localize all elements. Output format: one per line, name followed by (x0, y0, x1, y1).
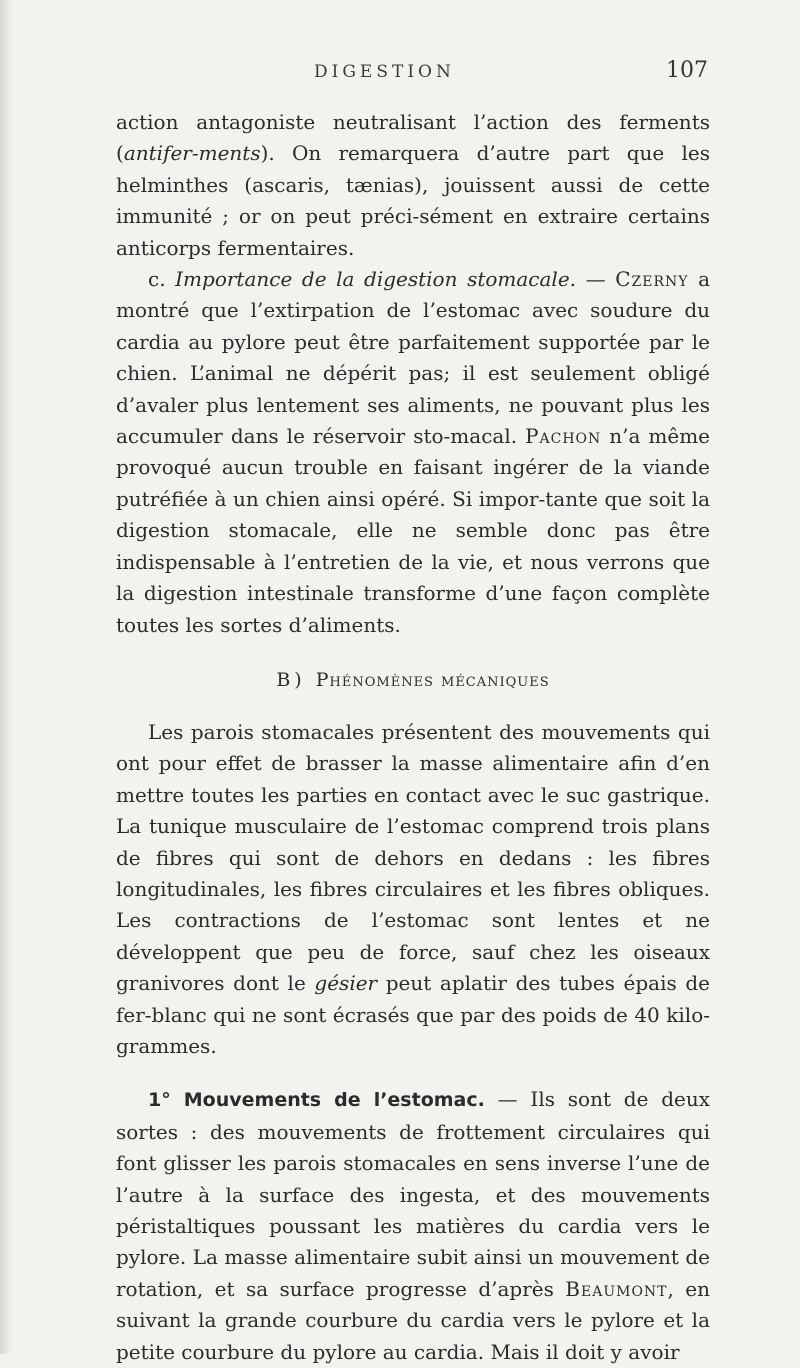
author-name: Czerny (615, 267, 689, 292)
section-label: B) (276, 668, 306, 691)
text-run: peut aplatir des tubes épais de fer-blanc qui ne sont écrasés que par des poids de 40 kilo-grammes. (116, 971, 711, 1058)
text-run: — Ils sont de deux sortes : des mouvements de frottement circulaires qui font glisser les parois stomacales en sens inverse l’une de l’autre à la surface des ingesta, et des mouvements péristaltiques poussant les matières du cardia vers le pylore. La masse alimentaire subit ainsi un mouvement de rotation, et sa surface progresse d’après (116, 1087, 710, 1301)
section-title: Phénomènes mécaniques (315, 668, 550, 691)
author-name: Beaumont (565, 1276, 668, 1301)
page-header (314, 58, 708, 88)
text-run: action antagoniste neutralisant l’action des ferments ( (116, 110, 710, 166)
bold-heading: 1° Mouvements de l’estomac. (148, 1089, 485, 1112)
italic-term: gésier (314, 971, 378, 996)
italic-term: antifer-ments (123, 141, 261, 166)
paragraph-importance (116, 264, 710, 641)
text-run: n’a même provoqué aucun trouble en faisant ingérer de la viande putréfiée à un chien ainsi opéré. Si impor-tante que soit la digestion stomacale, elle ne semble donc pas être indispensable à l’entretien de la vie, et nous verrons que la digestion intestinale transforme d’une façon complète toutes les sortes d’aliments. (116, 424, 710, 637)
text-run: , en suivant la grande courbure du cardia vers le pylore et la petite courbure du pylore au cardia. Mais il doit y avoir (116, 1276, 711, 1364)
paragraph-mouvements (116, 1084, 710, 1368)
text-run: Les parois stomacales présentent des mouvements qui ont pour effet de brasser la masse alimentaire afin d’en mettre toutes les parties en contact avec le suc gastrique. La tunique musculaire de l’estomac comprend trois plans de fibres qui sont de dehors en dedans : les fibres longitudinales, les fibres circulaires et les fibres obliques. Les contractions de l’estomac sont lentes et ne développent que peu de force, sauf chez les oiseaux granivores dont le (116, 719, 710, 996)
author-name: Pachon (525, 424, 602, 449)
paragraph-antiferments (116, 107, 710, 264)
page-number: 107 (666, 58, 708, 83)
subsection-label: c. (148, 267, 176, 292)
paragraph-parois (116, 717, 710, 1062)
section-heading (116, 665, 710, 695)
subsection-title: Importance de la digestion stomacale. (175, 267, 577, 292)
text-run: — (576, 267, 616, 292)
text-run: a montré que l’extirpation de l’estomac avec soudure du cardia au pylore peut être parfaitement supportée par le chien. L’animal ne dépérit pas; il est seulement obligé d’avaler plus lentement ses aliments, ne pouvant plus les accumuler dans le réservoir sto-macal. (116, 267, 710, 449)
body-text (116, 107, 710, 1368)
text-run: ). On remarquera d’autre part que les helminthes (ascaris, tænias), jouissent aussi de cette immunité ; or on peut préci-sément en extraire certains anticorps fermentaires. (116, 141, 710, 260)
running-head: DIGESTION (314, 62, 455, 82)
page-gutter-shadow (0, 0, 14, 1354)
